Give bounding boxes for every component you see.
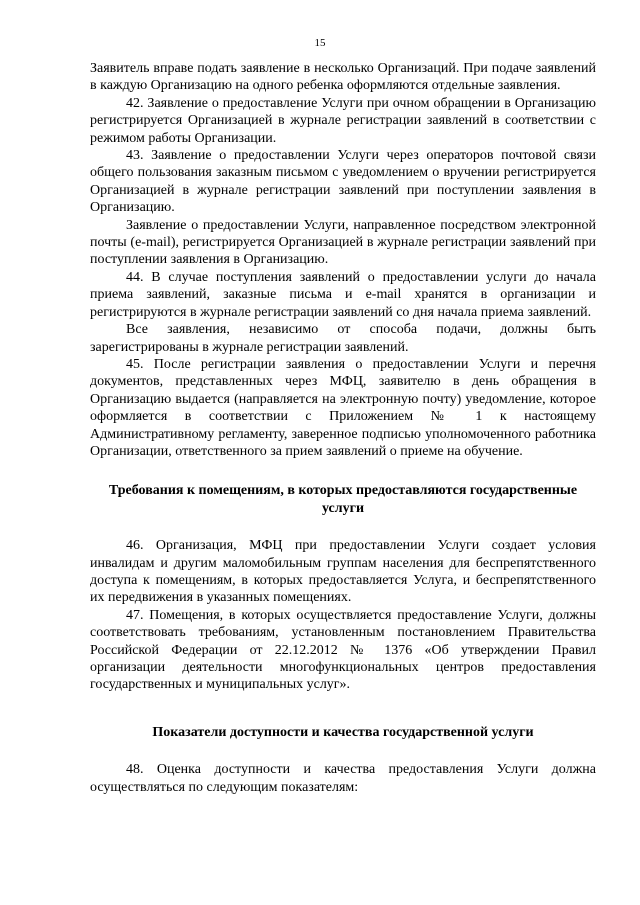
paragraph-43: 43. Заявление о предоставлении Услуги через операторов почтовой связи общего пользования заказным письмом с уведомлением о вручении регистрируется Организацией в журнале регистрации заявлений при поступлении заявления в Организацию. xyxy=(90,148,596,216)
page-number: 15 xyxy=(314,37,326,49)
paragraph: Заявитель вправе подать заявление в несколько Организаций. При подаче заявлений в каждую Организацию на одного ребенка оформляются отдельные заявления. xyxy=(90,61,596,94)
document-body xyxy=(90,60,596,796)
paragraph-42: 42. Заявление о предоставление Услуги при очном обращении в Организацию регистрируется Организацией в журнале регистрации заявлений в соответствии с режимом работы Организации. xyxy=(90,95,596,146)
paragraph-45: 45. После регистрации заявления о предоставлении Услуги и перечня документов, представленных через МФЦ, заявителю в день обращения в Организацию выдается (направляется на электронную почту) уведомление, которое оформляется в соответствии с Приложением № 1 к настоящему Административному регламенту, заверенное подписью уполномоченного работника Организации, ответственного за прием заявлений о приеме на обучение. xyxy=(90,356,596,459)
paragraph: Заявление о предоставлении Услуги, направленное посредством электронной почты (e-mail), регистрируется Организацией в журнале регистрации заявлений при поступлении заявления в Организацию. xyxy=(90,217,596,268)
paragraph-48: 48. Оценка доступности и качества предоставления Услуги должна осуществляться по следующим показателям: xyxy=(90,762,596,795)
section-heading-quality-indicators: Показатели доступности и качества государственной услуги xyxy=(152,724,534,740)
paragraph-47: 47. Помещения, в которых осуществляется предоставление Услуги, должны соответствовать требованиям, установленным постановлением Правительства Российской Федерации от 22.12.2012 № 1376 «Об утверждении Правил организации деятельности многофункциональных центров предоставления государственных и муниципальных услуг». xyxy=(90,607,596,693)
paragraph-46: 46. Организация, МФЦ при предоставлении Услуги создает условия инвалидам и другим маломобильным группам населения для беспрепятственного доступа к помещениям, в которых предоставляется Услуга, и беспрепятственного их передвижения в указанных помещениях. xyxy=(90,538,596,606)
paragraph-44: 44. В случае поступления заявлений о предоставлении услуги до начала приема заявлений, заказные письма и e-mail хранятся в организации и регистрируются в журнале регистрации заявлений со дня начала приема заявлений. xyxy=(90,269,596,320)
section-heading-premises: Требования к помещениям, в которых предоставляются государственные услуги xyxy=(108,483,578,516)
paragraph: Все заявления, независимо от способа подачи, должны быть зарегистрированы в журнале регистрации заявлений. xyxy=(90,322,596,355)
